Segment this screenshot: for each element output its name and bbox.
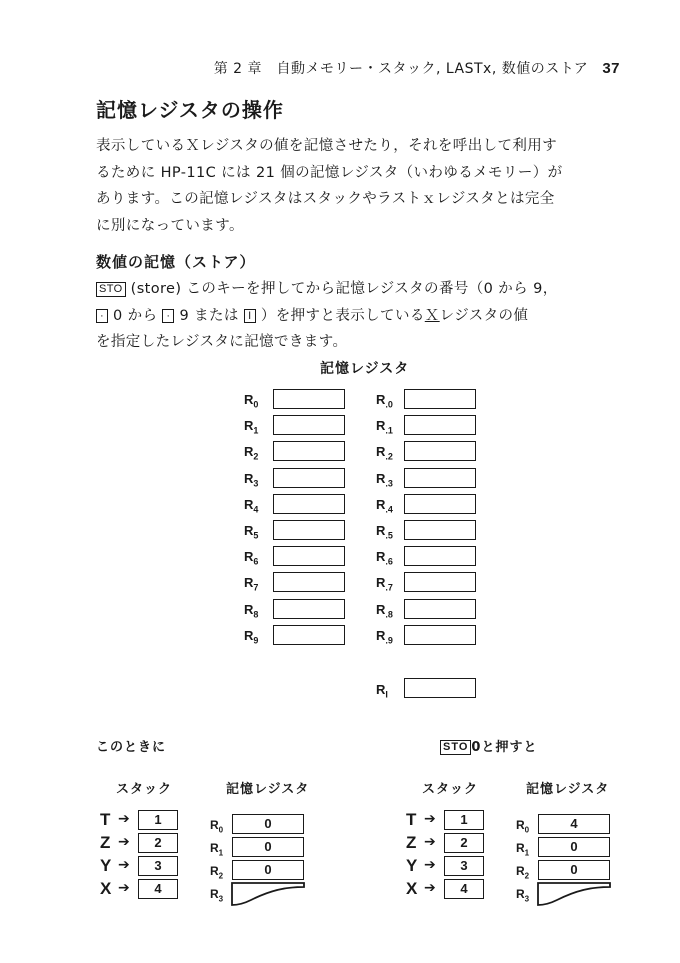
- register-box-rdot5: [404, 520, 476, 540]
- register-label-rdot6: [376, 549, 404, 567]
- label-subscript: I: [385, 689, 388, 700]
- register-box-rdot4: [404, 494, 476, 514]
- register-label-r3: [244, 471, 272, 489]
- label-base: R: [244, 392, 254, 407]
- register-label-r4: [244, 497, 272, 515]
- label-base: R: [376, 682, 386, 697]
- register-label-rdot2: [376, 444, 404, 462]
- register-label-index: [376, 682, 404, 700]
- mem-box-cutoff: [231, 882, 305, 906]
- label-subscript: .8: [385, 609, 393, 620]
- register-box-r7: [273, 572, 345, 592]
- register-label-r1: [244, 418, 272, 436]
- intro-line: あります。この記憶レジスタはスタックやラストｘレジスタとは完全: [96, 191, 555, 207]
- section-title: 記憶レジスタの操作: [96, 98, 284, 122]
- after-caption: [440, 736, 537, 755]
- store-line-1-text: (store) このキーを押してから記憶レジスタの番号（0 から 9，: [130, 281, 558, 297]
- label-base: R: [244, 601, 254, 617]
- register-box-r5: [273, 520, 345, 540]
- register-box-rdot9: [404, 625, 476, 645]
- label-subscript: .7: [385, 582, 393, 593]
- label-subscript: 1: [524, 848, 530, 858]
- register-label-r6: [244, 549, 272, 567]
- label-base: R: [244, 418, 254, 434]
- register-box-r8: [273, 599, 345, 619]
- label-subscript: 1: [218, 848, 224, 858]
- register-box-rdot3: [404, 468, 476, 488]
- after-caption-text: 0と押すと: [471, 740, 538, 755]
- running-header: [0, 58, 620, 78]
- intro-line: 表示しているＸレジスタの値を記憶させたり，それを呼出して利用す: [96, 138, 558, 154]
- label-subscript: .5: [385, 530, 393, 541]
- stack-label-z: Z: [100, 833, 111, 852]
- register-label-r2: [244, 444, 272, 462]
- register-label-r0: [244, 392, 272, 410]
- label-base: R: [516, 887, 525, 901]
- label-base: R: [210, 841, 219, 855]
- intro-paragraph: [96, 133, 626, 239]
- label-base: R: [210, 864, 219, 878]
- label-base: R: [376, 444, 386, 460]
- register-box-rdot2: [404, 441, 476, 461]
- label-base: R: [376, 575, 386, 591]
- store-line-1: [96, 276, 626, 303]
- stack-heading-after: スタック: [422, 782, 479, 797]
- label-subscript: 4: [253, 504, 259, 515]
- label-subscript: 1: [253, 425, 259, 436]
- label-subscript: 0: [524, 825, 530, 835]
- mem-value-r2: 0: [538, 860, 610, 880]
- page-number: 37: [602, 60, 620, 77]
- label-subscript: 3: [253, 478, 259, 489]
- label-base: R: [210, 818, 219, 832]
- register-label-rdot1: [376, 418, 404, 436]
- stack-value-z: 2: [444, 833, 484, 853]
- store-line-2-a: 0 から: [113, 307, 158, 324]
- dot-key: ·: [162, 309, 174, 323]
- store-line-3: を指定したレジスタに記憶できます。: [96, 334, 348, 350]
- label-base: R: [376, 523, 386, 538]
- register-label-rdot8: [376, 602, 404, 620]
- register-label-rdot7: [376, 575, 404, 593]
- register-box-rdot8: [404, 599, 476, 619]
- label-subscript: 0: [253, 399, 259, 410]
- stack-value-x: 4: [444, 879, 484, 899]
- register-label-r7: [244, 575, 272, 593]
- register-box-r1: [273, 415, 345, 435]
- sto-key: STO: [440, 740, 471, 755]
- store-line-2-b: 9 または: [179, 307, 239, 324]
- stack-value-x: 4: [138, 879, 178, 899]
- dot-key: ·: [96, 309, 108, 323]
- label-subscript: 6: [253, 556, 259, 567]
- register-label-r9: [244, 628, 272, 646]
- register-box-r9: [273, 625, 345, 645]
- subsection-title: 数値の記憶（ストア）: [96, 253, 256, 271]
- label-base: R: [376, 392, 386, 407]
- mem-value-r1: 0: [538, 837, 610, 857]
- stack-label-y: Y: [406, 856, 418, 875]
- label-subscript: 2: [218, 871, 224, 881]
- label-base: R: [516, 864, 525, 878]
- stack-label-y: Y: [100, 856, 112, 875]
- register-box-index: [404, 678, 476, 698]
- sto-key: STO: [96, 282, 126, 297]
- right-arrow-icon: ➔: [424, 834, 436, 850]
- stack-heading-before: スタック: [116, 782, 173, 797]
- right-arrow-icon: ➔: [424, 811, 436, 827]
- label-subscript: 3: [524, 894, 530, 904]
- mem-box-cutoff: [537, 882, 611, 906]
- label-base: R: [244, 549, 254, 565]
- before-caption: このときに: [96, 740, 167, 755]
- stack-label-z: Z: [406, 833, 417, 852]
- label-subscript: .3: [385, 478, 393, 489]
- label-base: R: [376, 496, 386, 512]
- label-base: R: [516, 841, 525, 855]
- register-box-r2: [273, 441, 345, 461]
- register-label-rdot0: [376, 392, 404, 410]
- label-base: R: [244, 523, 254, 538]
- stack-label-x: X: [100, 879, 112, 898]
- intro-line: に別になっています。: [96, 217, 244, 234]
- label-subscript: .2: [385, 451, 393, 462]
- stack-value-t: 1: [138, 810, 178, 830]
- mem-value-r2: 0: [232, 860, 304, 880]
- label-subscript: 2: [524, 871, 530, 881]
- i-key: I: [244, 309, 256, 323]
- mem-value-r1: 0: [232, 837, 304, 857]
- label-base: R: [376, 601, 386, 617]
- register-box-r3: [273, 468, 345, 488]
- label-subscript: 7: [253, 582, 259, 593]
- stack-value-t: 1: [444, 810, 484, 830]
- label-base: R: [244, 470, 254, 486]
- store-line-2-x: Ｘ: [424, 307, 440, 324]
- right-arrow-icon: ➔: [118, 834, 130, 850]
- register-diagram-title: 記憶レジスタ: [320, 361, 410, 377]
- register-box-r6: [273, 546, 345, 566]
- register-box-r4: [273, 494, 345, 514]
- label-subscript: 9: [253, 635, 259, 646]
- register-label-rdot9: [376, 628, 404, 646]
- label-subscript: .6: [385, 556, 393, 567]
- store-line-2: [96, 303, 626, 330]
- register-box-rdot1: [404, 415, 476, 435]
- mem-value-r0: 0: [232, 814, 304, 834]
- label-base: R: [516, 818, 525, 832]
- register-label-r8: [244, 602, 272, 620]
- label-subscript: .4: [385, 504, 393, 515]
- register-label-rdot3: [376, 471, 404, 489]
- label-base: R: [376, 418, 386, 434]
- right-arrow-icon: ➔: [118, 880, 130, 896]
- label-subscript: 5: [253, 530, 259, 541]
- label-base: R: [244, 627, 254, 643]
- label-subscript: 2: [253, 451, 259, 462]
- register-box-rdot0: [404, 389, 476, 409]
- label-base: R: [244, 575, 254, 591]
- label-base: R: [244, 496, 254, 512]
- register-label-rdot5: [376, 523, 404, 541]
- register-label-r5: [244, 523, 272, 541]
- mem-value-r0: 4: [538, 814, 610, 834]
- label-subscript: 0: [218, 825, 224, 835]
- right-arrow-icon: ➔: [424, 857, 436, 873]
- label-base: R: [376, 470, 386, 486]
- register-box-r0: [273, 389, 345, 409]
- store-line-2-c: ）を押すと表示している: [260, 307, 425, 324]
- stack-value-z: 2: [138, 833, 178, 853]
- label-subscript: .0: [385, 399, 393, 410]
- label-subscript: .1: [385, 425, 393, 436]
- label-subscript: 8: [253, 609, 259, 620]
- right-arrow-icon: ➔: [118, 857, 130, 873]
- mem-box-cutoff-shape: [538, 883, 610, 905]
- label-base: R: [376, 549, 386, 565]
- stack-label-x: X: [406, 879, 418, 898]
- register-box-rdot6: [404, 546, 476, 566]
- intro-line: るために HP-11C には 21 個の記憶レジスタ（いわゆるメモリー）が: [96, 164, 563, 181]
- label-base: R: [376, 627, 386, 643]
- store-paragraph: [96, 276, 626, 356]
- stack-value-y: 3: [138, 856, 178, 876]
- right-arrow-icon: ➔: [424, 880, 436, 896]
- stack-label-t: T: [100, 810, 111, 829]
- reg-heading-after: 記憶レジスタ: [526, 782, 610, 797]
- reg-heading-before: 記憶レジスタ: [226, 782, 310, 797]
- stack-value-y: 3: [444, 856, 484, 876]
- register-label-rdot4: [376, 497, 404, 515]
- label-base: R: [210, 887, 219, 901]
- mem-box-cutoff-shape: [232, 883, 304, 905]
- right-arrow-icon: ➔: [118, 811, 130, 827]
- label-subscript: 3: [218, 894, 224, 904]
- label-subscript: .9: [385, 635, 393, 646]
- register-box-rdot7: [404, 572, 476, 592]
- label-base: R: [244, 444, 254, 460]
- header-text: 第 2 章 自動メモリー・スタック, LASTx, 数値のストア: [213, 61, 589, 77]
- stack-label-t: T: [406, 810, 417, 829]
- store-line-2-d: レジスタの値: [439, 307, 529, 324]
